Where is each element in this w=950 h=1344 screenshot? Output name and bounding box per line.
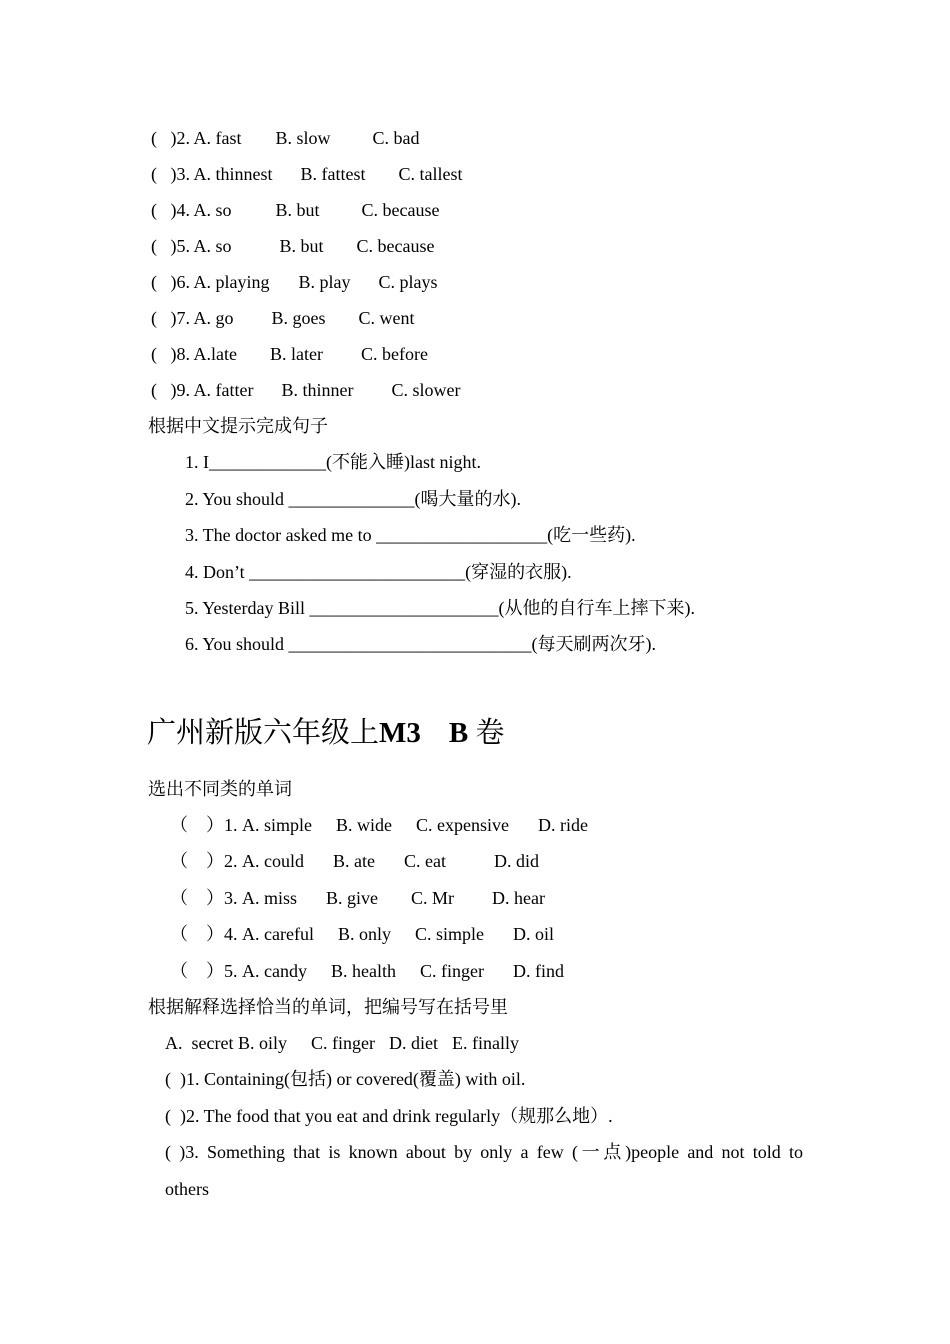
sentence-item[interactable]: 2. You should ______________(喝大量的水). xyxy=(185,489,522,509)
item-number: 5. xyxy=(224,961,238,981)
option-b: B. only xyxy=(337,924,391,944)
word-option: B. oily xyxy=(237,1033,287,1053)
option-c: C. because xyxy=(361,200,440,220)
option-c: C. expensive xyxy=(416,815,509,835)
option-b: B. wide xyxy=(336,815,392,835)
heading-prefix: 广州新版六年级上 xyxy=(147,717,380,749)
option-a: A. fatter xyxy=(193,380,254,400)
answer-bracket[interactable]: ( ) xyxy=(151,344,177,364)
choice-item xyxy=(170,813,588,837)
choice-item xyxy=(170,922,554,946)
heading-paper: B xyxy=(448,717,469,749)
word-option: E. finally xyxy=(451,1033,519,1053)
answer-bracket[interactable]: ( ) xyxy=(151,236,177,256)
option-c: C. simple xyxy=(414,924,484,944)
choice-item xyxy=(151,378,460,402)
option-a: A. go xyxy=(193,308,234,328)
answer-bracket[interactable]: ( ) xyxy=(151,128,177,148)
option-c: C. slower xyxy=(391,380,461,400)
option-b: B. later xyxy=(270,344,323,364)
answer-bracket[interactable]: ( ) xyxy=(151,308,177,328)
heading-suffix: 卷 xyxy=(475,717,505,749)
option-a: A. candy xyxy=(242,961,307,981)
option-d: D. hear xyxy=(492,888,546,908)
sentence-item[interactable]: 3. The doctor asked me to ___________________(吃一些药). xyxy=(185,525,636,545)
definition-item-continued: others xyxy=(165,1179,209,1199)
option-a: A. fast xyxy=(193,128,242,148)
option-a: A. could xyxy=(242,851,304,871)
item-number: 9. xyxy=(176,380,190,400)
choice-item xyxy=(170,959,564,983)
option-d: D. did xyxy=(494,851,539,871)
definition-item[interactable]: ( )2. The food that you eat and drink regularly（规那么地）. xyxy=(165,1106,613,1126)
option-d: D. oil xyxy=(513,924,555,944)
section-title: 根据解释选择恰当的单词，把编号写在括号里 xyxy=(148,997,508,1017)
item-number: 5. xyxy=(176,236,190,256)
item-number: 2. xyxy=(224,851,238,871)
heading-module: M3 xyxy=(379,717,421,749)
choice-item xyxy=(151,306,415,330)
option-c: C. plays xyxy=(378,272,438,292)
option-a: A. playing xyxy=(193,272,270,292)
definition-item[interactable]: ( )1. Containing(包括) or covered(覆盖) with oil. xyxy=(165,1069,526,1089)
option-c: C. eat xyxy=(404,851,446,871)
choice-item xyxy=(151,162,463,186)
sentence-item[interactable]: 6. You should ___________________________(每天刷两次牙). xyxy=(185,634,657,654)
sentence-item[interactable]: 5. Yesterday Bill _____________________(从他的自行车上摔下来). xyxy=(185,598,695,618)
item-number: 4. xyxy=(176,200,190,220)
option-c: C. because xyxy=(356,236,435,256)
item-number: 4. xyxy=(224,924,238,944)
option-c: C. tallest xyxy=(398,164,463,184)
sentence-item[interactable]: 4. Don’t ________________________(穿湿的衣服). xyxy=(185,562,572,582)
sentence-item[interactable]: 1. I_____________(不能入睡)last night. xyxy=(185,452,481,472)
word-options xyxy=(165,1031,519,1055)
answer-bracket[interactable]: ( ) xyxy=(151,380,177,400)
choice-item xyxy=(170,886,545,910)
section-title: 根据中文提示完成句子 xyxy=(148,416,328,436)
option-b: B. fattest xyxy=(300,164,366,184)
answer-bracket[interactable]: （ ） xyxy=(170,961,224,981)
option-c: C. before xyxy=(360,344,428,364)
item-number: 2. xyxy=(176,128,190,148)
item-number: 1. xyxy=(224,815,238,835)
item-number: 3. xyxy=(176,164,190,184)
option-c: C. bad xyxy=(372,128,420,148)
option-b: B. slow xyxy=(275,128,331,148)
option-b: B. goes xyxy=(271,308,326,328)
word-option: A. secret xyxy=(165,1033,234,1053)
word-option: D. diet xyxy=(388,1033,438,1053)
option-c: C. went xyxy=(358,308,415,328)
word-option: C. finger xyxy=(310,1033,375,1053)
answer-bracket[interactable]: （ ） xyxy=(170,888,224,908)
option-c: C. Mr xyxy=(411,888,455,908)
option-b: B. give xyxy=(326,888,379,908)
item-number: 8. xyxy=(176,344,190,364)
definition-item[interactable]: ( )3. Something that is known about by only a few (一点)people and not told to xyxy=(165,1142,803,1162)
option-a: A. so xyxy=(193,200,232,220)
item-number: 3. xyxy=(224,888,238,908)
choice-item xyxy=(151,342,428,366)
choice-item xyxy=(151,198,440,222)
choice-item xyxy=(151,234,435,258)
answer-bracket[interactable]: ( ) xyxy=(151,164,177,184)
answer-bracket[interactable]: （ ） xyxy=(170,815,224,835)
option-b: B. health xyxy=(330,961,396,981)
answer-bracket[interactable]: （ ） xyxy=(170,924,224,944)
option-b: B. but xyxy=(279,236,324,256)
option-a: A.late xyxy=(193,344,237,364)
option-d: D. find xyxy=(512,961,564,981)
section-title: 选出不同类的单词 xyxy=(148,779,292,799)
option-c: C. finger xyxy=(419,961,484,981)
page-heading xyxy=(147,715,505,751)
option-b: B. but xyxy=(275,200,320,220)
item-number: 7. xyxy=(176,308,190,328)
answer-bracket[interactable]: ( ) xyxy=(151,272,177,292)
option-a: A. so xyxy=(193,236,232,256)
choice-item xyxy=(170,849,539,873)
option-b: B. play xyxy=(298,272,351,292)
answer-bracket[interactable]: （ ） xyxy=(170,851,224,871)
option-a: A. simple xyxy=(242,815,312,835)
option-d: D. ride xyxy=(537,815,588,835)
option-a: A. thinnest xyxy=(193,164,273,184)
option-a: A. careful xyxy=(242,924,314,944)
choice-item xyxy=(151,270,438,294)
option-a: A. miss xyxy=(242,888,298,908)
choice-item xyxy=(151,126,420,150)
option-b: B. ate xyxy=(333,851,375,871)
option-b: B. thinner xyxy=(281,380,354,400)
item-number: 6. xyxy=(176,272,190,292)
answer-bracket[interactable]: ( ) xyxy=(151,200,177,220)
